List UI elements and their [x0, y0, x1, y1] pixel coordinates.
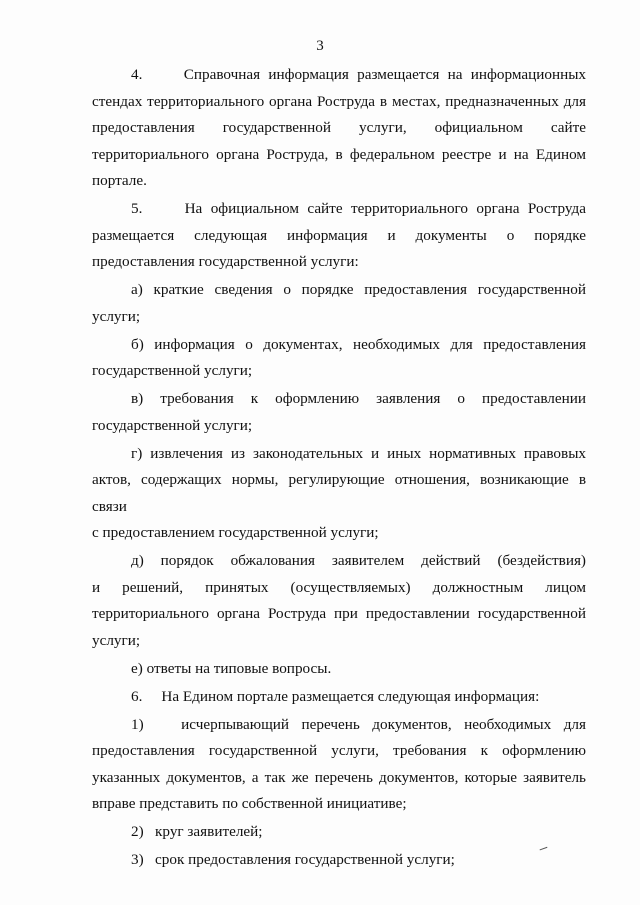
- text-line: территориального органа Роструда, в федеральном реестре и на Едином: [92, 145, 586, 163]
- text-line: стендах территориального органа Роструда в местах, предназначенных для: [92, 92, 586, 110]
- text-line: г) извлечения из законодательных и иных нормативных правовых: [131, 444, 586, 462]
- text-line: портале.: [92, 172, 147, 189]
- text-line: государственной услуги;: [92, 362, 253, 379]
- text-line: е) ответы на типовые вопросы.: [131, 659, 332, 677]
- text-line: с предоставлением государственной услуги;: [92, 524, 379, 541]
- text-line: предоставления государственной услуги, требования к оформлению: [92, 742, 586, 759]
- text-line: предоставления государственной услуги, официальном сайте: [92, 119, 586, 136]
- text-line: и решений, принятых (осуществляемых) должностным лицом: [92, 578, 586, 596]
- text-line: услуги;: [92, 307, 141, 325]
- paragraph-p6_3: [92, 847, 586, 874]
- text-line: в) требования к оформлению заявления о предоставлении: [131, 390, 586, 407]
- paragraph-p4: [92, 62, 586, 195]
- text-line: услуги;: [92, 631, 141, 649]
- paragraph-pv: [92, 386, 586, 439]
- text-line: 5. На официальном сайте территориального органа Роструда: [131, 200, 586, 217]
- text-line: 6. На Едином портале размещается следующая информация:: [131, 687, 540, 705]
- text-line: б) информация о документах, необходимых для предоставления: [131, 335, 586, 353]
- text-line: предоставления государственной услуги:: [92, 253, 359, 270]
- text-line: 2) круг заявителей;: [131, 823, 263, 840]
- text-line: а) краткие сведения о порядке предоставления государственной: [131, 281, 586, 298]
- paragraph-p6_1: [92, 712, 586, 818]
- paragraph-pb: [92, 332, 586, 385]
- paragraph-pe: [92, 656, 586, 683]
- text-line: актов, содержащих нормы, регулирующие отношения, возникающие в связи: [92, 471, 586, 515]
- text-line: указанных документов, а так же перечень документов, которые заявитель: [92, 768, 586, 786]
- paragraph-pd: [92, 548, 586, 654]
- text-line: 4. Справочная информация размещается на информационных: [131, 66, 586, 83]
- paragraph-p6: [92, 684, 586, 711]
- paragraph-p5: [92, 196, 586, 276]
- text-line: 3) срок предоставления государственной услуги;: [131, 851, 455, 868]
- text-line: вправе представить по собственной инициативе;: [92, 795, 407, 812]
- text-line: территориального органа Роструда при предоставлении государственной: [92, 605, 586, 622]
- text-line: размещается следующая информация и документы о порядке: [92, 226, 586, 244]
- text-line: д) порядок обжалования заявителем действий (бездействия): [131, 552, 586, 569]
- text-line: государственной услуги;: [92, 416, 253, 434]
- text-line: 1) исчерпывающий перечень документов, необходимых для: [131, 715, 586, 733]
- document-body: [92, 62, 586, 875]
- paragraph-p6_2: [92, 819, 586, 846]
- paragraph-pa: [92, 277, 586, 330]
- paragraph-pg: [92, 441, 586, 547]
- page-number: 3: [316, 38, 324, 54]
